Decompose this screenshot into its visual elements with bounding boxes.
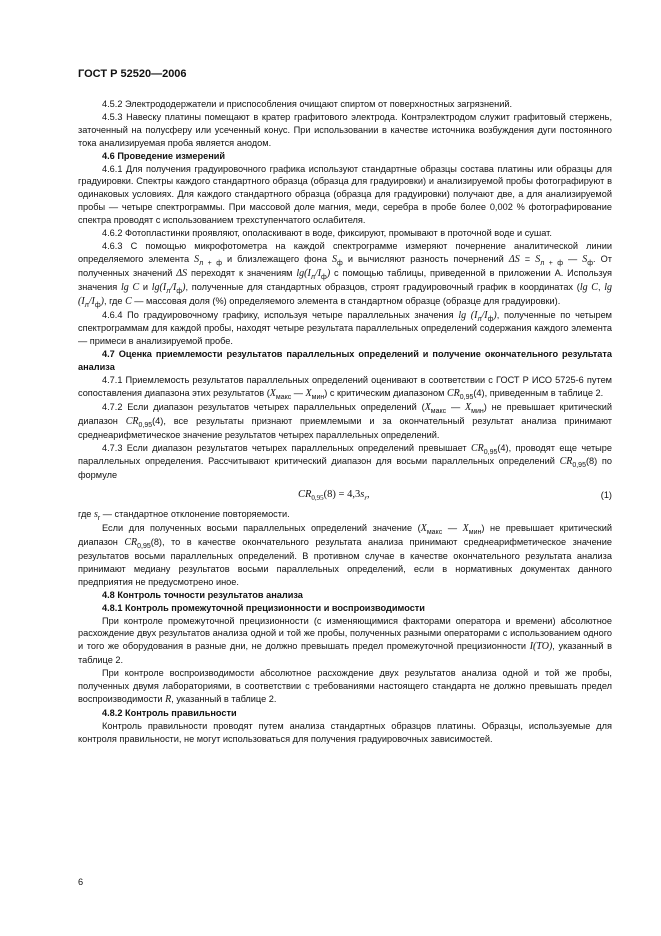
paragraph-4-6-4: 4.6.4 По градуировочному графику, используя четыре параллельных значения $\lg (I_л/I_ф)$, полученные по четырем спектрограммам для каждой пробы, находят четыре результата параллельных определений содержания каждого элемента — примеси в анализируемой пробе. bbox=[78, 309, 613, 347]
heading-4-8-2: 4.8.2 Контроль правильности bbox=[102, 707, 237, 718]
paragraph-4-8-1-b: При контроле воспроизводимости абсолютное расхождение двух результатов анализа одной и той же пробы, полученных двумя лабораториями, в соответствии с требованиями настоящего стандарта не должно превышать предел воспроизводимости R, указанный в таблице 2. bbox=[78, 668, 612, 705]
heading-4-8-1: 4.8.1 Контроль промежуточной прецизионности и воспроизводимости bbox=[102, 602, 425, 613]
paragraph-4-7-3-continued: Если для полученных восьми параллельных определений значение ($X_{макс}$ — $X_{мин}$) не превышает критический диапазон $CR_{0,95}(8)$, то в качестве окончательного результата анализа принимают среднеарифметическое значение результатов восьми параллельных определений. В противном случае в качестве окончательного результата анализа принимают медиану результатов восьми параллельных определений, если в нормативных документах данного предприятия не предусмотрено иное. bbox=[78, 523, 612, 587]
heading-4-7: 4.7 Оценка приемлемости результатов параллельных определений и получение окончательного результата анализа bbox=[78, 349, 612, 373]
paragraph-4-6-1: 4.6.1 Для получения градуировочного графика используют стандартные образцы состава платины или образцы для градуировки. Спектры каждого стандартного образца (образца для градуировки) и анализируемой пробы фотографируют в одинаковых условиях. Для каждого стандартного образца (образца для градуировки) получают две, а для анализируемой пробы — четыре спектрограммы. При массовой доле магния, меди, серебра в пробе более 0,002 % фотографирование спектра проводят с использованием трехступенчатого ослабителя. bbox=[78, 163, 612, 226]
formula-number: (1) bbox=[600, 490, 612, 501]
formula-1 bbox=[78, 484, 612, 506]
paragraph-4-5-2: 4.5.2 Электрододержатели и приспособления очищают спиртом от поверхностных загрязнений. bbox=[102, 99, 513, 109]
heading-4-6: 4.6 Проведение измерений bbox=[102, 150, 226, 161]
formula-expression: $CR_{0,95}(8) = 4,3s_r$, bbox=[298, 489, 370, 503]
paragraph-4-7-3: 4.7.3 Если диапазон результатов четырех параллельных определений превышает $CR_{0,95}(4)$, проводят еще четыре параллельных определения. Рассчитывают критический диапазон для восьми параллельных определений $CR_{0,95}(8)$ по формуле bbox=[78, 442, 612, 481]
page-number: 6 bbox=[78, 877, 84, 887]
paragraph-4-8-2: Контроль правильности проводят путем анализа стандартных образцов платины. Образцы, используемые для контроля правильности, не могут использоваться для получения градуировочных зависимостей. bbox=[78, 720, 612, 744]
paragraph-4-7-2: 4.7.2 Если диапазон результатов четырех параллельных определений ($X_{макс}$ — $X_{мин}$) не превышает критический диапазон $CR_{0,95}(4)$, все результаты признают приемлемыми и за окончательный результат анализа принимают среднеарифметическое значение результатов четырех параллельных определений. bbox=[78, 401, 612, 440]
formula-where: где $s_r$ — стандартное отклонение повторяемости. bbox=[78, 509, 290, 523]
paragraph-4-6-3: 4.6.3 С помощью микрофотометра на каждой спектрограмме измеряют почернение аналитической линии определяемого элемента $S_{л + ф}$ и близлежащего фона $S_ф$ и вычисляют разность почернений $\Delta S = S_{л + ф}$ — $S_ф$. От полученных значений ΔS переходят к значениям $\lg(I_л/I_ф)$ с помощью таблицы, приведенной в приложении А. Используя значения lg C и $\lg(I_л/I_ф)$, полученные для стандартных образцов, строят градуировочный график в координатах (lg C, $\lg (I_л/I_ф)$, где C — массовая доля (%) определяемого элемента в стандартном образце (образце для градуировки). bbox=[78, 240, 612, 309]
document-header: ГОСТ Р 52520—2006 bbox=[78, 68, 187, 80]
paragraph-4-5-3: 4.5.3 Навеску платины помещают в кратер графитового электрода. Контрэлектродом служит графитовый стержень, заточенный на полусферу или усеченный конус. При использовании в качестве источника возбуждения дуги постоянного тока анализируемая проба является анодом. bbox=[78, 111, 612, 148]
paragraph-4-7-1: 4.7.1 Приемлемость результатов параллельных определений оценивают в соответствии с ГОСТ Р ИСО 5725-6 путем сопоставления диапазона этих результатов ($X_{макс}$ — $X_{мин}$) с критическим диапазоном $CR_{0,95}(4)$, приведенным в таблице 2. bbox=[78, 375, 612, 401]
heading-4-8: 4.8 Контроль точности результатов анализа bbox=[102, 589, 303, 600]
paragraph-4-6-2: 4.6.2 Фотопластинки проявляют, ополаскивают в воде, фиксируют, промывают в проточной воде и сушат. bbox=[102, 228, 552, 239]
paragraph-4-8-1-a: При контроле промежуточной прецизионности (с изменяющимися факторами оператора и времени) абсолютное расхождение двух результатов анализа одной и той же пробы, полученных разными операторами с использованием одного и того же оборудования в разные дни, не должно превышать предел промежуточной прецизионности I(TO), указанный в таблице 2. bbox=[78, 615, 613, 666]
document-body bbox=[78, 98, 612, 746]
